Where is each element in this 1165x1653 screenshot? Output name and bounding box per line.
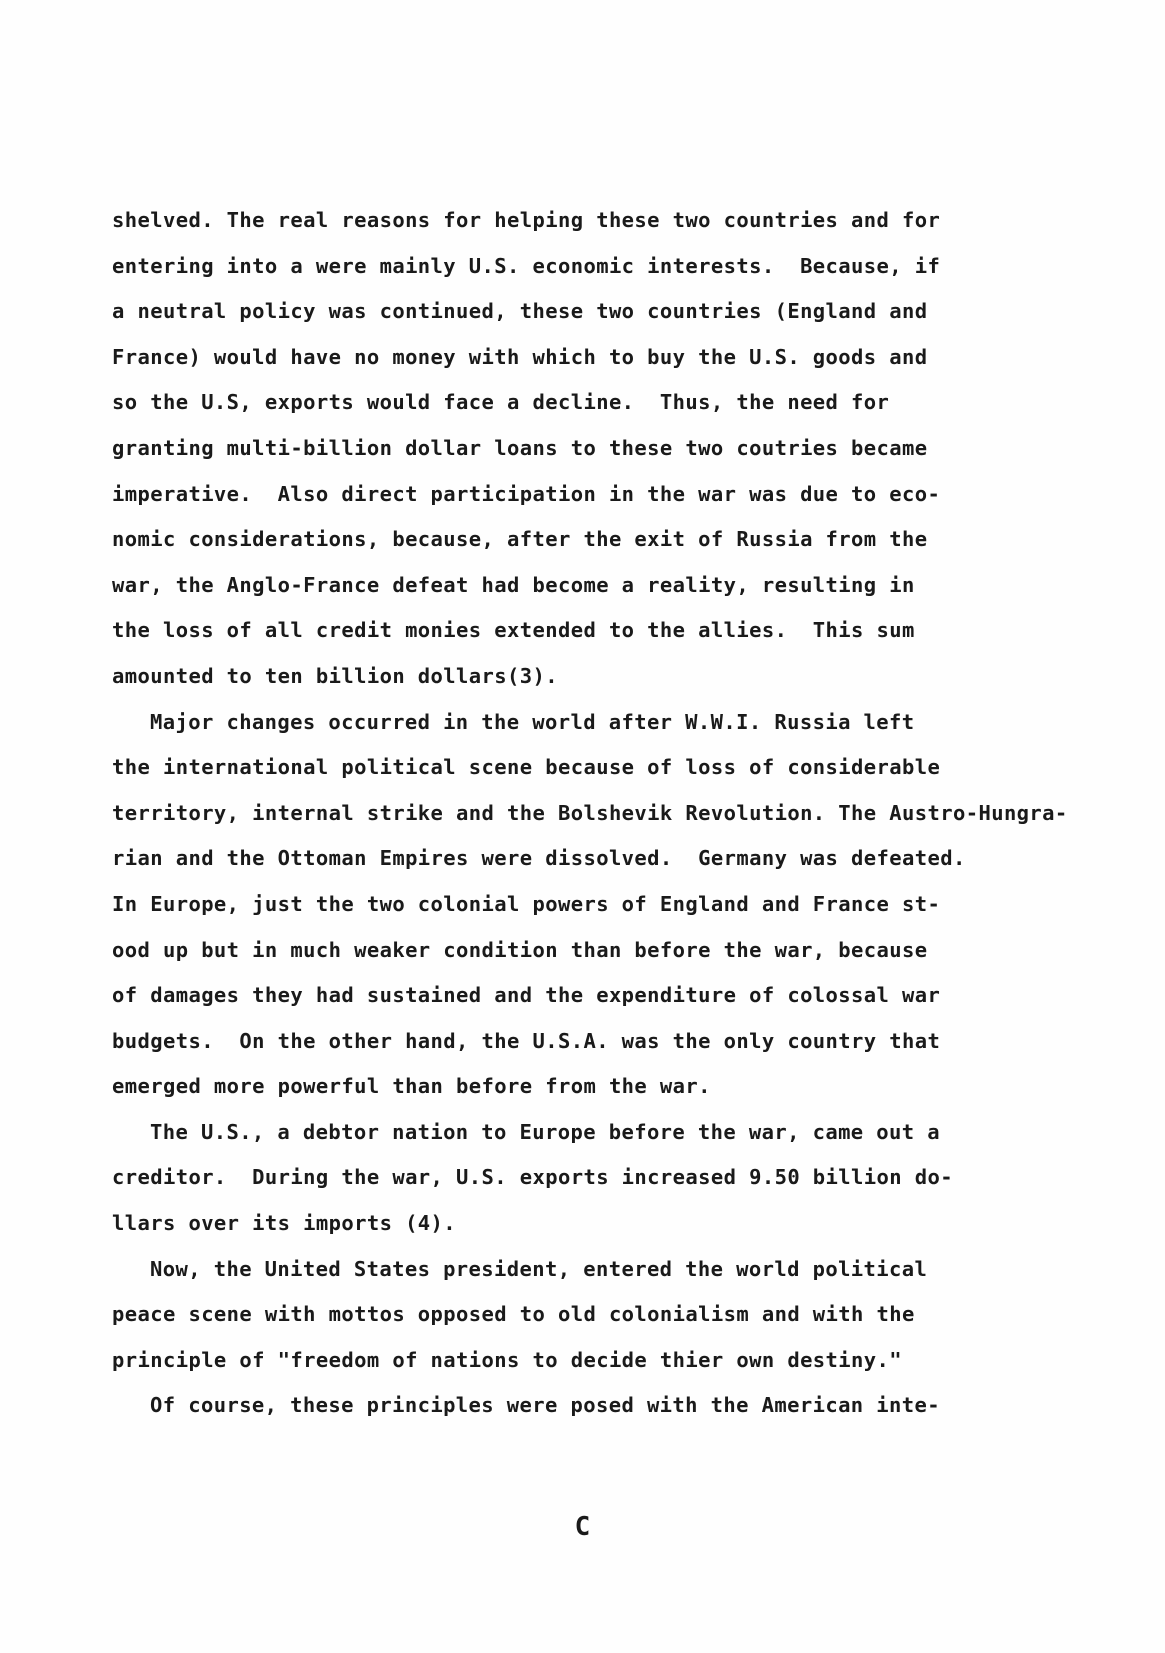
text-line: creditor. During the war, U.S. exports increased 9.50 billion do- bbox=[112, 1165, 953, 1190]
text-line: the loss of all credit monies extended to the allies. This sum bbox=[112, 618, 915, 643]
text-line: rian and the Ottoman Empires were dissolved. Germany was defeated. bbox=[112, 846, 966, 871]
text-line: ood up but in much weaker condition than before the war, because bbox=[112, 937, 928, 962]
text-line: nomic considerations, because, after the exit of Russia from the bbox=[112, 527, 928, 552]
text-line: imperative. Also direct participation in the war was due to eco- bbox=[112, 481, 941, 506]
text-line: war, the Anglo-France defeat had become a reality, resulting in bbox=[112, 572, 915, 597]
text-line: In Europe, just the two colonial powers of England and France st- bbox=[112, 891, 941, 916]
body-text bbox=[112, 198, 1068, 1429]
paragraph-start-line: Major changes occurred in the world after W.W.I. Russia left bbox=[150, 709, 915, 734]
page-number: C bbox=[574, 1512, 591, 1542]
paragraph-start-line: Of course, these principles were posed with the American inte- bbox=[150, 1393, 941, 1418]
text-line: granting multi-billion dollar loans to these two coutries became bbox=[112, 435, 928, 460]
text-line: a neutral policy was continued, these two countries (England and bbox=[112, 299, 928, 324]
text-line: principle of "freedom of nations to decide thier own destiny." bbox=[112, 1347, 903, 1372]
text-line: emerged more powerful than before from the war. bbox=[112, 1074, 711, 1099]
text-line: entering into a were mainly U.S. economic interests. Because, if bbox=[112, 253, 941, 278]
text-line: France) would have no money with which to buy the U.S. goods and bbox=[112, 344, 928, 369]
paragraph-start-line: The U.S., a debtor nation to Europe before the war, came out a bbox=[150, 1119, 941, 1144]
text-line: shelved. The real reasons for helping these two countries and for bbox=[112, 208, 941, 232]
text-line: of damages they had sustained and the expenditure of colossal war bbox=[112, 983, 941, 1008]
text-line: the international political scene because of loss of considerable bbox=[112, 755, 941, 780]
text-line: so the U.S, exports would face a decline. Thus, the need for bbox=[112, 390, 890, 415]
text-line: territory, internal strike and the Bolshevik Revolution. The Austro-Hungra- bbox=[112, 800, 1068, 825]
paragraph-start-line: Now, the United States president, entered the world political bbox=[150, 1256, 928, 1281]
text-line: llars over its imports (4). bbox=[112, 1211, 457, 1236]
text-line: amounted to ten billion dollars(3). bbox=[112, 663, 558, 688]
text-line: budgets. On the other hand, the U.S.A. was the only country that bbox=[112, 1028, 941, 1053]
text-line: peace scene with mottos opposed to old colonialism and with the bbox=[112, 1302, 915, 1327]
